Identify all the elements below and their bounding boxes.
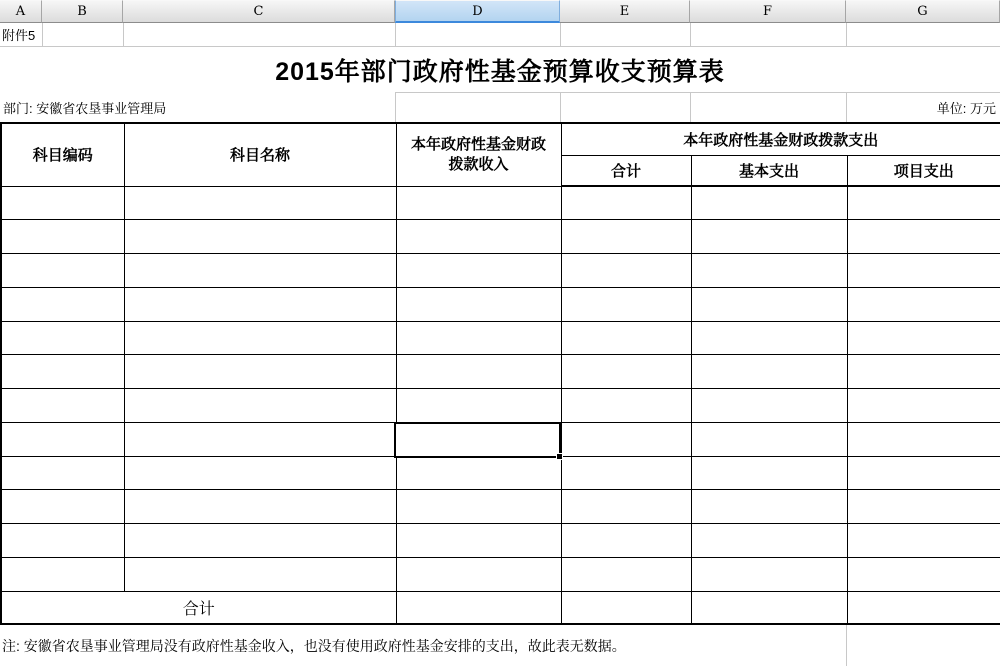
empty-cell[interactable]	[1, 422, 124, 456]
fill-handle[interactable]	[556, 453, 563, 460]
empty-row	[1, 254, 1000, 288]
gridline	[123, 23, 124, 46]
empty-row	[1, 186, 1000, 220]
empty-cell[interactable]	[124, 422, 396, 456]
empty-row	[1, 524, 1000, 558]
empty-cell[interactable]	[561, 321, 691, 355]
header-basic-expenditure[interactable]: 基本支出	[691, 155, 847, 186]
total-row-label[interactable]: 合计	[1, 591, 396, 624]
empty-cell[interactable]	[124, 490, 396, 524]
empty-cell[interactable]	[396, 186, 561, 220]
header-subject-name[interactable]: 科目名称	[124, 123, 396, 186]
sheet-title-row[interactable]	[0, 47, 1000, 93]
header-subject-code[interactable]: 科目编码	[1, 123, 124, 186]
department-row[interactable]	[0, 93, 1000, 122]
empty-cell[interactable]	[691, 422, 847, 456]
column-header-b[interactable]: B	[42, 0, 123, 23]
attachment-label: 附件5	[2, 28, 36, 43]
empty-cell[interactable]	[396, 490, 561, 524]
gridline	[395, 23, 396, 46]
empty-cell[interactable]	[561, 422, 691, 456]
empty-cell[interactable]	[396, 557, 561, 591]
empty-cell[interactable]	[847, 254, 1000, 288]
column-header-strip	[0, 0, 1000, 23]
unit-label: 单位: 万元	[936, 101, 996, 116]
empty-cell[interactable]	[124, 524, 396, 558]
empty-cell[interactable]	[847, 389, 1000, 423]
empty-cell[interactable]	[124, 287, 396, 321]
empty-cell[interactable]	[124, 355, 396, 389]
header-fund-income[interactable]	[396, 123, 561, 186]
sheet-title: 2015年部门政府性基金预算收支预算表	[275, 58, 725, 86]
empty-cell[interactable]	[124, 186, 396, 220]
total-expenditure-cell[interactable]	[561, 591, 691, 624]
empty-cell[interactable]	[124, 321, 396, 355]
empty-row	[1, 220, 1000, 254]
empty-cell[interactable]	[1, 557, 124, 591]
empty-cell[interactable]	[691, 557, 847, 591]
empty-cell[interactable]	[691, 490, 847, 524]
empty-cell[interactable]	[561, 490, 691, 524]
header-fund-expenditure-group[interactable]: 本年政府性基金财政拨款支出	[561, 123, 1000, 155]
empty-cell[interactable]	[1, 490, 124, 524]
empty-cell[interactable]	[124, 220, 396, 254]
header-fund-income-line1: 本年政府性基金财政	[410, 135, 546, 153]
empty-cell[interactable]	[691, 186, 847, 220]
empty-cell[interactable]	[561, 557, 691, 591]
empty-cell[interactable]	[1, 321, 124, 355]
header-expenditure-total[interactable]: 合计	[561, 155, 691, 186]
empty-cell[interactable]	[847, 557, 1000, 591]
gridline	[560, 23, 561, 46]
empty-cell[interactable]	[561, 287, 691, 321]
total-row	[1, 591, 1000, 624]
empty-cell[interactable]	[124, 557, 396, 591]
empty-cell[interactable]	[124, 389, 396, 423]
column-header-d-selected[interactable]: D	[395, 0, 560, 23]
empty-cell[interactable]	[396, 355, 561, 389]
empty-cell[interactable]	[847, 321, 1000, 355]
empty-cell[interactable]	[847, 355, 1000, 389]
empty-cell[interactable]	[1, 186, 124, 220]
column-header-a[interactable]: A	[0, 0, 42, 23]
empty-cell[interactable]	[691, 287, 847, 321]
gridline	[690, 23, 691, 46]
empty-cell[interactable]	[396, 254, 561, 288]
empty-cell[interactable]	[691, 321, 847, 355]
empty-row	[1, 321, 1000, 355]
selected-cell[interactable]	[394, 422, 561, 458]
empty-cell[interactable]	[1, 524, 124, 558]
note-row[interactable]	[0, 625, 1000, 666]
empty-cell[interactable]	[1, 287, 124, 321]
header-fund-income-line2: 拨款收入	[448, 155, 509, 173]
empty-cell[interactable]	[396, 456, 561, 490]
header-project-expenditure[interactable]: 项目支出	[847, 155, 1000, 186]
empty-cell[interactable]	[396, 321, 561, 355]
empty-cell[interactable]	[561, 355, 691, 389]
empty-cell[interactable]	[691, 456, 847, 490]
empty-cell[interactable]	[396, 389, 561, 423]
empty-cell[interactable]	[561, 524, 691, 558]
empty-cell[interactable]	[124, 456, 396, 490]
empty-row	[1, 355, 1000, 389]
empty-row	[1, 557, 1000, 591]
empty-cell[interactable]	[1, 456, 124, 490]
empty-cell[interactable]	[691, 220, 847, 254]
empty-cell[interactable]	[1, 254, 124, 288]
total-project-cell[interactable]	[847, 591, 1000, 624]
empty-cell[interactable]	[561, 456, 691, 490]
note-text: 注: 安徽省农垦事业管理局没有政府性基金收入，也没有使用政府性基金安排的支出，故此表无数据。	[2, 637, 626, 654]
column-header-c[interactable]: C	[123, 0, 395, 23]
empty-cell[interactable]	[561, 389, 691, 423]
empty-cell[interactable]	[1, 220, 124, 254]
empty-cell[interactable]	[847, 422, 1000, 456]
column-header-e[interactable]: E	[560, 0, 690, 23]
gridline	[42, 23, 43, 46]
empty-cell[interactable]	[124, 254, 396, 288]
empty-row	[1, 490, 1000, 524]
empty-cell[interactable]	[691, 254, 847, 288]
empty-cell[interactable]	[847, 490, 1000, 524]
empty-cell[interactable]	[1, 389, 124, 423]
empty-cell[interactable]	[847, 456, 1000, 490]
empty-cell[interactable]	[847, 524, 1000, 558]
column-header-f[interactable]: F	[690, 0, 846, 23]
column-header-g[interactable]: G	[846, 0, 1000, 23]
department-label: 部门: 安徽省农垦事业管理局	[3, 101, 167, 116]
empty-cell[interactable]	[1, 355, 124, 389]
empty-cell[interactable]	[561, 186, 691, 220]
empty-cell[interactable]	[847, 287, 1000, 321]
empty-cell[interactable]	[561, 220, 691, 254]
empty-cell[interactable]	[691, 524, 847, 558]
empty-cell[interactable]	[396, 287, 561, 321]
empty-cell[interactable]	[691, 389, 847, 423]
budget-table	[0, 122, 1000, 625]
attachment-row[interactable]	[0, 23, 1000, 47]
empty-row	[1, 456, 1000, 490]
empty-cell[interactable]	[396, 220, 561, 254]
empty-cell[interactable]	[847, 220, 1000, 254]
empty-row	[1, 389, 1000, 423]
empty-row	[1, 287, 1000, 321]
gridline	[846, 23, 847, 46]
empty-cell[interactable]	[847, 186, 1000, 220]
empty-cell[interactable]	[691, 355, 847, 389]
total-income-cell[interactable]	[396, 591, 561, 624]
total-basic-cell[interactable]	[691, 591, 847, 624]
empty-cell[interactable]	[396, 524, 561, 558]
empty-cell[interactable]	[561, 254, 691, 288]
